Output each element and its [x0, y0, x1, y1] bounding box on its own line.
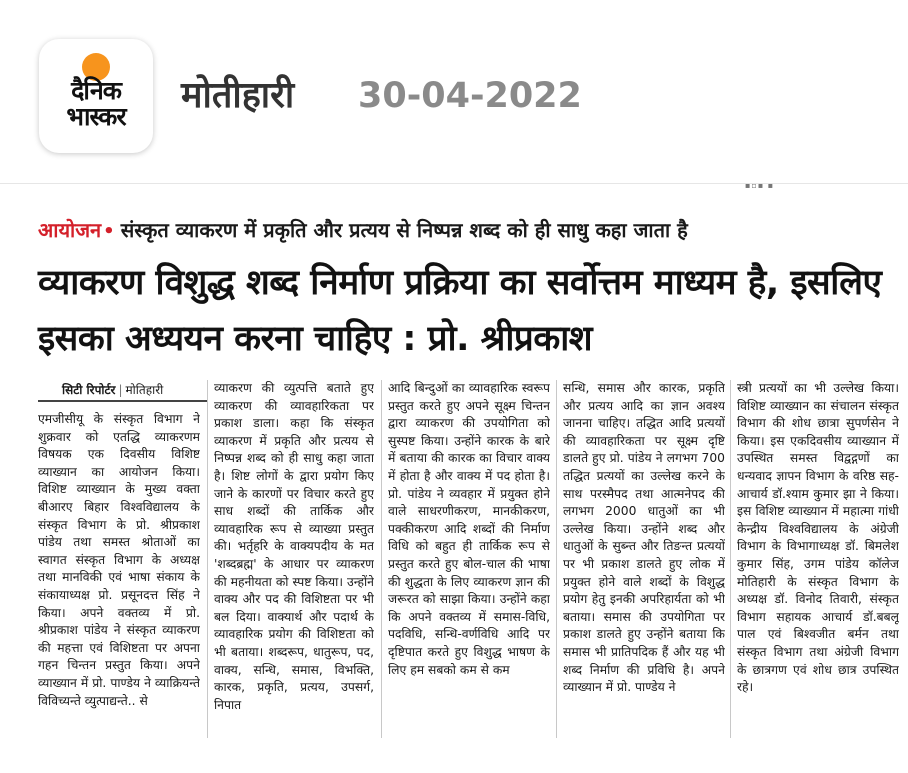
byline-author: सिटी रिपोर्टर — [62, 383, 116, 397]
byline-separator: | — [118, 383, 123, 397]
column-divider — [381, 380, 382, 738]
kicker-text: संस्कृत व्याकरण में प्रकृति और प्रत्यय से निष्पन्न शब्द को ही साधु कहा जाता है — [120, 218, 688, 242]
column-divider — [556, 380, 557, 738]
bullet-icon: • — [103, 221, 115, 242]
article-column-4: सन्धि, समास और कारक, प्रकृति और प्रत्यय आदि का ज्ञान अवश्य जानना चाहिए। तद्धित आदि प्रत्ययों की व्यावहारिकता पर सूक्ष्म दृष्टि डालते हुए प्रो. पांडेय ने लगभग 700 तद्धित प्रत्ययों का उल्लेख करने के साथ परस्मैपद तथा आत्मनेपद की लगभग 2000 धातुओं का भी उल्लेख किया। उन्होंने शब्द और धातुओं के सुब्न्त और तिङन्त प्रत्ययों पर भी प्रकाश डालते हुए लोक में प्रयुक्त होने वाले शब्दों के विशुद्ध प्रयोग हेतु इनकी अपरिहार्यता को भी बताया। समास की उपयोगिता पर प्रकाश डालते हुए उन्होंने बताया कि समास भी प्रातिपदिक हैं और यह भी शब्द निर्माण की प्रविधि है। अपने व्याख्यान में प्रो. पाण्डेय ने — [563, 381, 725, 695]
article-column-1: एमजीसीयू के संस्कृत विभाग ने शुक्रवार को एतद्धि व्याकरणम विषयक एक दिवसीय विशिष्ट व्याख्यान का आयोजन किया। विशिष्ट व्याख्यान के मुख्य वक्ता बीआरए बिहार विश्वविद्यालय के संस्कृत विभाग के प्रो. श्रीप्रकाश पांडेय तथा समस्त श्रोताओं का स्वागत संस्कृत विभाग के अध्यक्ष तथा मानविकी एवं भाषा संकाय के संकायाध्यक्ष प्रो. प्रसूनदत्त सिंह ने किया। अपने वक्तव्य में प्रो. श्रीप्रकाश पांडेय ने संस्कृत व्याकरण की महत्ता एवं विशिष्टता पर अपना गहन चिन्तन प्रस्तुत किया। अपने व्याख्यान में प्रो. पाण्डेय ने व्याक्रियन्ते विविच्यन्ते व्युत्पाद्यन्ते.. से — [38, 412, 200, 708]
headline: व्याकरण विशुद्ध शब्द निर्माण प्रक्रिया का सर्वोत्तम माध्यम है, इसलिए इसका अध्ययन करना चाहिए : प्रो. श्रीप्रकाश — [38, 263, 882, 359]
kicker-label: आयोजन — [38, 218, 102, 242]
byline — [62, 381, 163, 399]
article-column-2: व्याकरण की व्युत्पत्ति बताते हुए व्याकरण की व्यावहारिकता पर प्रकाश डाला। कहा कि संस्कृत व्याकरण में प्रकृति और प्रत्यय से निष्पन्न शब्द को ही साधु कहा जाता है। शिष्ट लोगों के द्वारा प्रयोग किए जाने के कारणों पर विचार करते हुए साध शब्दों की तार्किक और व्यावहारिक रूप से व्याख्या प्रस्तुत की। भर्तृहरि के वाक्यपदीय के मत 'शब्दब्रह्म' के आधार पर व्याकरण की महनीयता को स्पष्ट किया। उन्होंने वाक्य और पद की विशिष्टता पर भी बल दिया। वाक्यार्थ और पदार्थ के व्यावहारिक प्रयोग की विशिष्टता को भी बताया। शब्दरूप, धातुरूप, पद, वाक्य, सन्धि, समास, विभक्ति, कारक, प्रकृति, प्रत्यय, उपसर्ग, निपात — [214, 381, 374, 712]
logo-line-1: दैनिक — [71, 76, 121, 105]
edition-name: मोतीहारी — [181, 75, 295, 116]
byline-place: मोतिहारी — [125, 383, 164, 397]
header-specks: ▪▫▪ ▪ — [745, 181, 775, 190]
kicker — [38, 214, 688, 246]
edition-date: 30-04-2022 — [358, 76, 582, 116]
article-column-5: स्त्री प्रत्ययों का भी उल्लेख किया। विशिष्ट व्याख्यान का संचालन संस्कृत विभाग की शोध छात्रा सुपर्णसेन ने किया। इस एकदिवसीय व्याख्यान में उपस्थित समस्त विद्वद्गणों का धन्यवाद ज्ञापन विभाग के वरिष्ठ सह-आचार्य डॉ.श्याम कुमार झा ने किया। इस विशिष्ट व्याख्यान में महात्मा गांधी केन्द्रीय विश्वविद्यालय के अंग्रेजी विभाग के विभागाध्यक्ष डॉ. बिमलेश कुमार सिंह, उगम पांडेय कॉलेज मोतिहारी के संस्कृत विभाग के अध्यक्ष डॉ. विनोद तिवारी, संस्कृत विभाग सहायक आचार्य डॉ.बबलू पाल एवं बिश्वजीत बर्मन तथा संस्कृत विभाग तथा अंग्रेजी विभाग के छात्रगण एवं शोध छात्र उपस्थित रहे। — [737, 381, 899, 695]
byline-rule — [38, 400, 208, 402]
article-column-3: आदि बिन्दुओं का व्यावहारिक स्वरूप प्रस्तुत करते हुए अपने सूक्ष्म चिन्तन द्वारा व्याकरण की उपयोगिता को सुस्पष्ट किया। उन्होंने कारक के बारे में बताया की कारक का विचार वाक्य में होता है और वाक्य में पद होता है। प्रो. पांडेय ने व्यवहार में प्रयुक्त होने वाले साधरणीकरण, मानकीकरण, पक्कीकरण आदि शब्दों की निर्माण विधि को बहुत ही तार्किक रूप से प्रस्तुत करते हुए बोल-चाल की भाषा की शुद्धता के लिए व्याकरण ज्ञान की जरूरत को साझा किया। उन्होंने कहा कि अपने वक्तव्य में समास-विधि, पदविधि, सन्धि-वर्णविधि आदि पर दृष्टिपात करते हुए विशुद्ध भाषण के लिए हम सबको कम से कम — [388, 381, 550, 677]
column-divider — [730, 380, 731, 738]
logo — [39, 39, 153, 153]
logo-line-2: भास्कर — [66, 102, 126, 131]
column-divider — [207, 380, 208, 738]
